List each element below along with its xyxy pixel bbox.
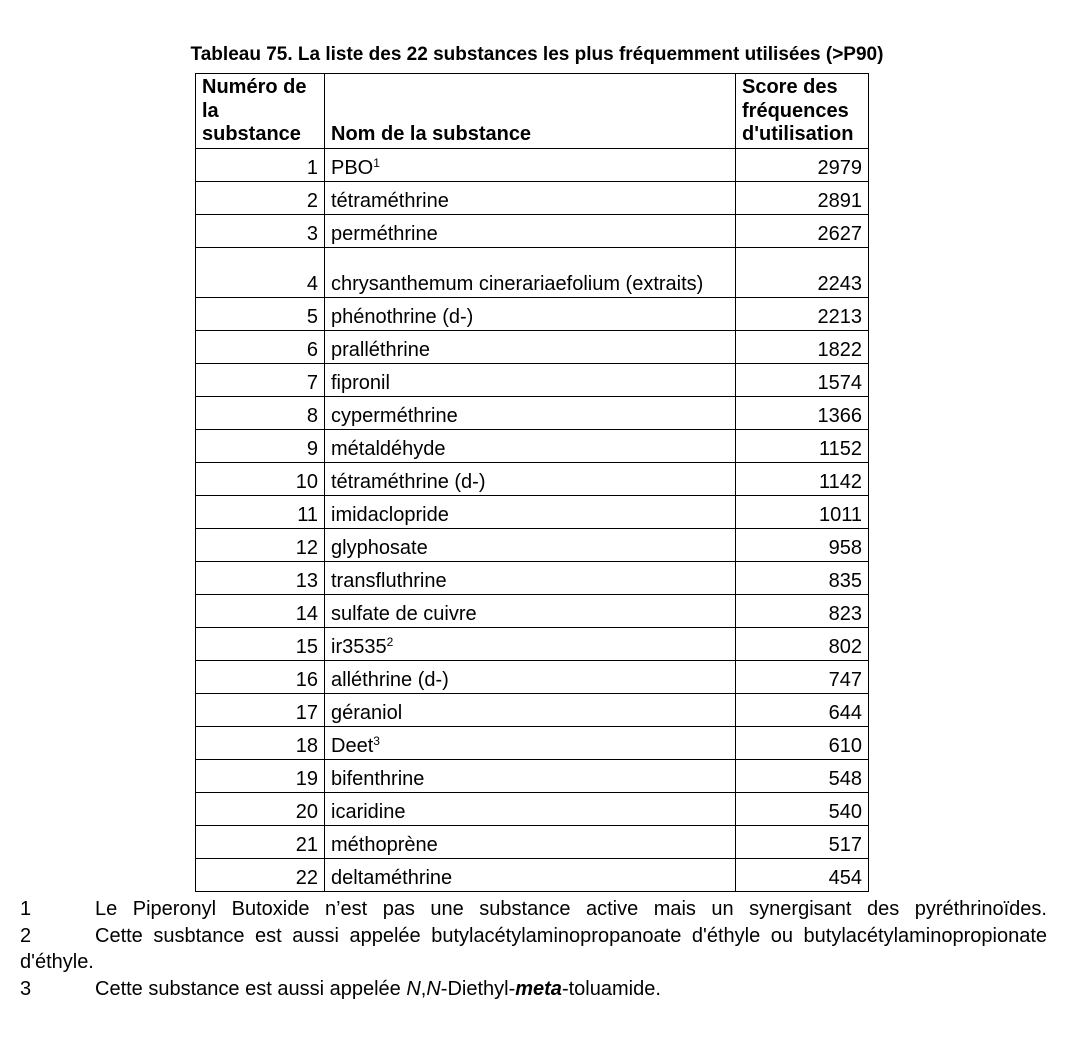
frequency-score: 540 bbox=[736, 792, 869, 825]
frequency-score: 823 bbox=[736, 594, 869, 627]
footnote-text: Le Piperonyl Butoxide n’est pas une substance active mais un synergisant des pyréthrinoïdes. bbox=[95, 898, 1047, 920]
table-row bbox=[196, 330, 869, 363]
frequency-score: 454 bbox=[736, 858, 869, 891]
substance-name: géraniol bbox=[331, 702, 403, 724]
substance-name: imidaclopride bbox=[331, 504, 449, 526]
substance-name-cell bbox=[325, 660, 736, 693]
substance-name: chrysanthemum cinerariaefolium (extraits) bbox=[331, 273, 704, 295]
substance-name-cell bbox=[325, 297, 736, 330]
substance-number: 8 bbox=[196, 396, 325, 429]
frequency-score: 1366 bbox=[736, 396, 869, 429]
table-row bbox=[196, 594, 869, 627]
substance-name-cell bbox=[325, 148, 736, 181]
substances-table bbox=[195, 73, 869, 892]
substance-name: métaldéhyde bbox=[331, 438, 446, 460]
substance-number: 14 bbox=[196, 594, 325, 627]
substance-number: 19 bbox=[196, 759, 325, 792]
substance-name-cell bbox=[325, 594, 736, 627]
substance-name: transfluthrine bbox=[331, 570, 447, 592]
substance-name-cell bbox=[325, 247, 736, 297]
substance-number: 22 bbox=[196, 858, 325, 891]
frequency-score: 1142 bbox=[736, 462, 869, 495]
substance-name: perméthrine bbox=[331, 223, 438, 245]
footnote-text: Cette substance est aussi appelée bbox=[95, 977, 407, 1000]
footnotes bbox=[20, 896, 1047, 1002]
table-row bbox=[196, 792, 869, 825]
substance-name: pralléthrine bbox=[331, 339, 430, 361]
frequency-score: 2979 bbox=[736, 148, 869, 181]
table-row bbox=[196, 462, 869, 495]
footnote-bold-italic: meta bbox=[515, 977, 562, 1000]
footnote-2 bbox=[20, 923, 1047, 976]
footnote-reference: 3 bbox=[373, 734, 380, 748]
footnote-number: 2 bbox=[20, 924, 32, 947]
substance-name: phénothrine (d-) bbox=[331, 306, 474, 328]
table-row bbox=[196, 759, 869, 792]
frequency-score: 747 bbox=[736, 660, 869, 693]
table-row bbox=[196, 561, 869, 594]
substance-name: deltaméthrine bbox=[331, 867, 453, 889]
substance-name-cell bbox=[325, 528, 736, 561]
footnote-number: 1 bbox=[20, 898, 32, 920]
substance-name: méthoprène bbox=[331, 834, 438, 856]
substance-number: 21 bbox=[196, 825, 325, 858]
substance-name: tétraméthrine (d-) bbox=[331, 471, 486, 493]
footnote-text: Cette susbtance est aussi appelée butylacétylaminopropanoate d'éthyle ou butylacétylaminopropionate d'éthyle. bbox=[20, 924, 1047, 973]
substance-name: ir3535 bbox=[331, 636, 387, 658]
table-row bbox=[196, 429, 869, 462]
substance-name: tétraméthrine bbox=[331, 190, 449, 212]
substance-name-cell bbox=[325, 627, 736, 660]
substance-name-cell bbox=[325, 330, 736, 363]
table-row bbox=[196, 726, 869, 759]
substance-number: 16 bbox=[196, 660, 325, 693]
substance-number: 5 bbox=[196, 297, 325, 330]
substance-name-cell bbox=[325, 858, 736, 891]
footnote-3 bbox=[20, 976, 1047, 1003]
substance-number: 15 bbox=[196, 627, 325, 660]
substance-name: PBO bbox=[331, 157, 374, 179]
table-caption: Tableau 75. La liste des 22 substances les plus fréquemment utilisées (>P90) bbox=[190, 44, 884, 65]
substance-number: 7 bbox=[196, 363, 325, 396]
table-row bbox=[196, 297, 869, 330]
substance-name-cell bbox=[325, 181, 736, 214]
table-row bbox=[196, 528, 869, 561]
table-row bbox=[196, 660, 869, 693]
table-row bbox=[196, 214, 869, 247]
substance-name-cell bbox=[325, 825, 736, 858]
substance-name: bifenthrine bbox=[331, 768, 425, 790]
table-row bbox=[196, 825, 869, 858]
frequency-score: 517 bbox=[736, 825, 869, 858]
footnote-1 bbox=[20, 896, 1047, 923]
footnote-italic: N bbox=[426, 977, 441, 1000]
substance-name-cell bbox=[325, 429, 736, 462]
substance-number: 10 bbox=[196, 462, 325, 495]
substance-number: 3 bbox=[196, 214, 325, 247]
substance-number: 9 bbox=[196, 429, 325, 462]
substance-name: cyperméthrine bbox=[331, 405, 458, 427]
substance-number: 20 bbox=[196, 792, 325, 825]
frequency-score: 1822 bbox=[736, 330, 869, 363]
footnote-text: -toluamide. bbox=[561, 977, 661, 1000]
substance-name-cell bbox=[325, 495, 736, 528]
frequency-score: 958 bbox=[736, 528, 869, 561]
substance-name-cell bbox=[325, 214, 736, 247]
substance-name-cell bbox=[325, 363, 736, 396]
table-row bbox=[196, 148, 869, 181]
substance-name-cell bbox=[325, 561, 736, 594]
frequency-score: 2891 bbox=[736, 181, 869, 214]
substance-name: icaridine bbox=[331, 801, 406, 823]
footnote-text: -Diethyl- bbox=[440, 977, 516, 1000]
footnote-reference: 2 bbox=[386, 635, 394, 649]
table-row bbox=[196, 693, 869, 726]
footnote-italic: N bbox=[406, 977, 421, 1000]
substance-number: 6 bbox=[196, 330, 325, 363]
substance-number: 11 bbox=[196, 495, 325, 528]
header-name: Nom de la substance bbox=[325, 74, 736, 149]
substance-number: 18 bbox=[196, 726, 325, 759]
substance-name: fipronil bbox=[331, 372, 390, 394]
frequency-score: 1574 bbox=[736, 363, 869, 396]
footnote-number: 3 bbox=[20, 977, 32, 1000]
substance-number: 12 bbox=[196, 528, 325, 561]
footnote-text: , bbox=[420, 977, 427, 1000]
substance-name-cell bbox=[325, 396, 736, 429]
header-row bbox=[196, 74, 869, 149]
substance-name: sulfate de cuivre bbox=[331, 603, 477, 625]
footnote-reference: 1 bbox=[373, 156, 380, 170]
header-number: Numéro de la substance bbox=[196, 74, 325, 149]
frequency-score: 835 bbox=[736, 561, 869, 594]
frequency-score: 1152 bbox=[736, 429, 869, 462]
frequency-score: 644 bbox=[736, 693, 869, 726]
substance-name-cell bbox=[325, 693, 736, 726]
substance-name: glyphosate bbox=[331, 537, 428, 559]
substance-number: 1 bbox=[196, 148, 325, 181]
substance-name-cell bbox=[325, 792, 736, 825]
table-row bbox=[196, 396, 869, 429]
header-score: Score des fréquences d'utilisation bbox=[736, 74, 869, 149]
table-row bbox=[196, 181, 869, 214]
substance-name: Deet bbox=[331, 735, 374, 757]
frequency-score: 2213 bbox=[736, 297, 869, 330]
substance-name-cell bbox=[325, 759, 736, 792]
substance-number: 13 bbox=[196, 561, 325, 594]
frequency-score: 548 bbox=[736, 759, 869, 792]
frequency-score: 802 bbox=[736, 627, 869, 660]
table-row bbox=[196, 363, 869, 396]
substance-number: 17 bbox=[196, 693, 325, 726]
frequency-score: 610 bbox=[736, 726, 869, 759]
frequency-score: 2243 bbox=[736, 247, 869, 297]
frequency-score: 1011 bbox=[736, 495, 869, 528]
substance-number: 4 bbox=[196, 247, 325, 297]
substance-name-cell bbox=[325, 726, 736, 759]
substance-name: alléthrine (d-) bbox=[331, 669, 449, 691]
table-row bbox=[196, 247, 869, 297]
substance-name-cell bbox=[325, 462, 736, 495]
table-row bbox=[196, 627, 869, 660]
substance-number: 2 bbox=[196, 181, 325, 214]
frequency-score: 2627 bbox=[736, 214, 869, 247]
table-row bbox=[196, 858, 869, 891]
table-row bbox=[196, 495, 869, 528]
